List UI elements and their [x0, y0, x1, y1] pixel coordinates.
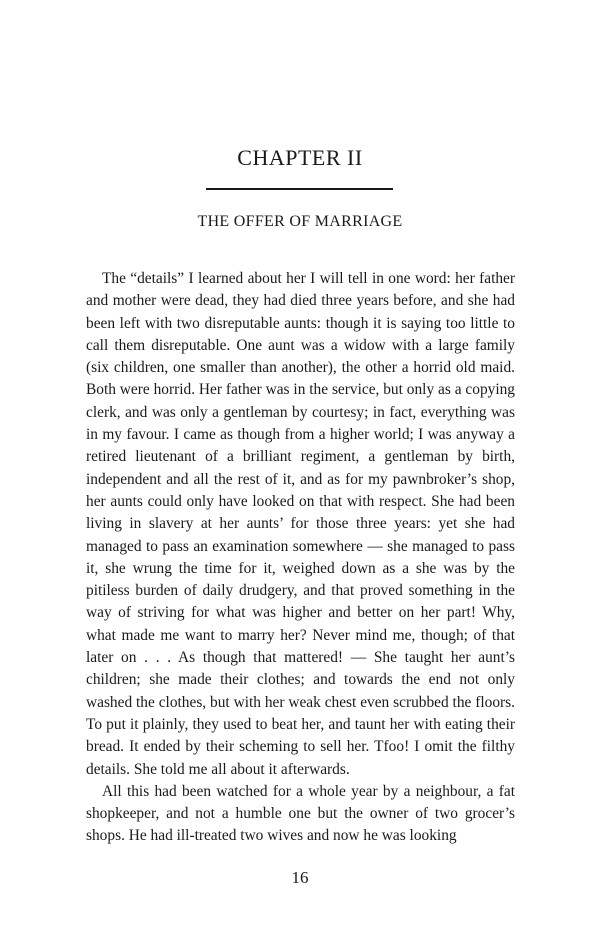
body-text	[86, 268, 515, 848]
paragraph: All this had been watched for a whole year by a neighbour, a fat shopkeeper, and not a humble one but the owner of two grocer’s shops. He had ill-treated two wives and now he was looking	[86, 782, 515, 845]
page-number: 16	[291, 868, 309, 887]
paragraph: The “details” I learned about her I will tell in one word: her father and mother were dead, they had died three years before, and she had been left with two disreputable aunts: though it is saying too little to call them disreputable. One aunt was a widow with a large family (six children, one smaller than another), the other a horrid old maid. Both were horrid. Her father was in the service, but only as a copying clerk, and was only a gentleman by courtesy; in fact, everything was in my favour. I came as though from a higher world; I was anyway a retired lieutenant of a brilliant regiment, a gentleman by birth, independent and all the rest of it, and as for my pawnbroker’s shop, her aunts could only have looked on that with respect. She had been living in slavery at her aunts’ for those three years: yet she had managed to pass an examination somewhere — she managed to pass it, she wrung the time for it, weighed down as a she was by the pitiless burden of daily drudgery, and that proved something in the way of striving for what was higher and better on her part! Why, what made me want to marry her? Never mind me, though; of that later on . . . As though that mattered! — She taught her aunt’s children; she made their clothes; and towards the end not only washed the clothes, but with her weak chest even scrubbed the floors. To put it plainly, they used to beat her, and taunt her with eating their bread. It ended by their scheming to sell her. Tfoo! I omit the filthy details. She told me all about it afterwards.	[86, 270, 515, 778]
title-divider	[206, 188, 393, 190]
chapter-title: CHAPTER II	[237, 145, 363, 170]
chapter-subtitle: THE OFFER OF MARRIAGE	[197, 213, 403, 230]
